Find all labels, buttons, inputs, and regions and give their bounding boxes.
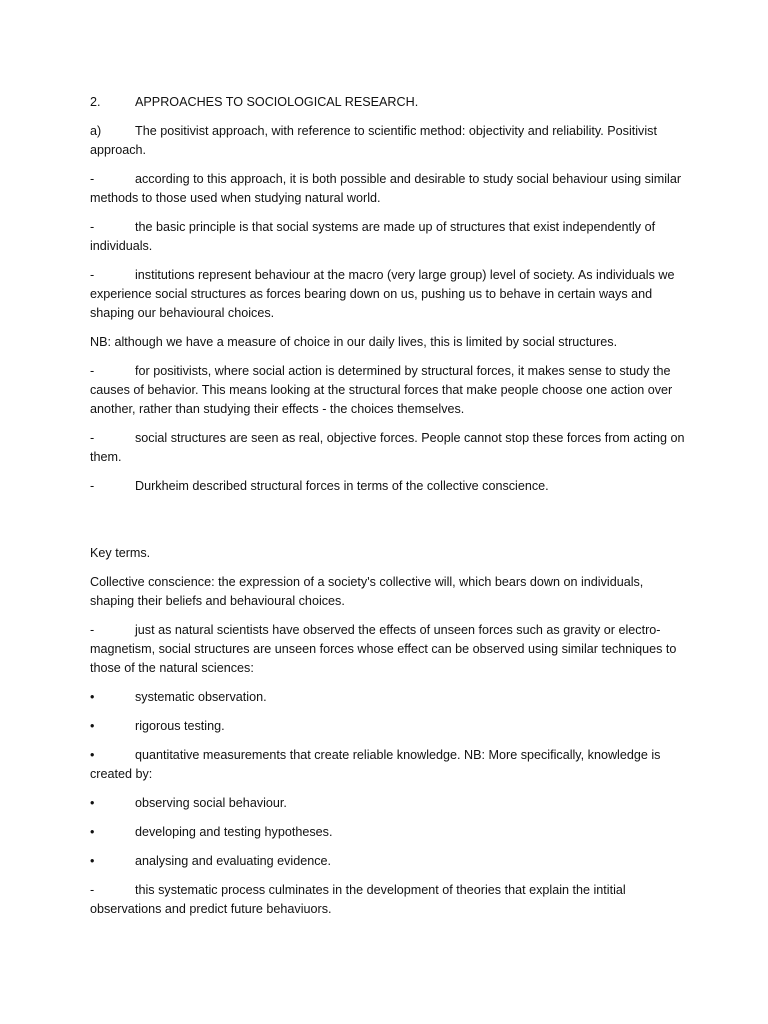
list-item-text: just as natural scientists have observed the effects of unseen forces such as gravity or electro-magnetism, social structures are unseen forces whose effect can be observed using similar techniques to those of the natural sciences: <box>90 623 677 675</box>
bullet-marker: • <box>90 748 95 762</box>
collective-conscience-definition: Collective conscience: the expression of a society's collective will, which bears down on individuals, shaping their beliefs and behavioural choices. <box>90 575 644 608</box>
document-page <box>90 93 690 929</box>
section-a-marker: a) <box>90 124 102 138</box>
dash-marker: - <box>90 431 95 445</box>
list-item <box>90 881 690 919</box>
bullet-marker: • <box>90 690 95 704</box>
list-item-text: according to this approach, it is both possible and desirable to study social behaviour using similar methods to those used when studying natural world. <box>90 172 682 205</box>
list-item <box>90 477 690 496</box>
key-terms-heading: Key terms. <box>90 546 151 560</box>
bullet-item <box>90 852 690 871</box>
bullet-text: analysing and evaluating evidence. <box>135 854 332 868</box>
list-item-text: social structures are seen as real, objective forces. People cannot stop these forces from acting on them. <box>90 431 685 464</box>
bullet-text: rigorous testing. <box>135 719 225 733</box>
list-item <box>90 429 690 467</box>
bullet-text: developing and testing hypotheses. <box>135 825 333 839</box>
nb-note: NB: although we have a measure of choice in our daily lives, this is limited by social structures. <box>90 335 618 349</box>
list-item <box>90 170 690 208</box>
heading-number: 2. <box>90 95 101 109</box>
bullet-item <box>90 688 690 707</box>
bullet-marker: • <box>90 825 95 839</box>
bullet-text: observing social behaviour. <box>135 796 287 810</box>
dash-marker: - <box>90 172 95 186</box>
section-a-text: The positivist approach, with reference to scientific method: objectivity and reliability. Positivist approach. <box>90 124 657 157</box>
bullet-item <box>90 746 690 784</box>
list-item <box>90 218 690 256</box>
list-item-text: for positivists, where social action is determined by structural forces, it makes sense to study the causes of behavior. This means looking at the structural forces that make people choose one action over another, rather than studying their effects - the choices themselves. <box>90 364 673 416</box>
bullet-item <box>90 823 690 842</box>
list-item-text: the basic principle is that social systems are made up of structures that exist independently of individuals. <box>90 220 656 253</box>
dash-marker: - <box>90 883 95 897</box>
bullet-text: systematic observation. <box>135 690 267 704</box>
section-a-paragraph <box>90 122 690 160</box>
list-item-text: this systematic process culminates in the development of theories that explain the intitial observations and predict future behaviuors. <box>90 883 626 916</box>
dash-marker: - <box>90 220 95 234</box>
list-item <box>90 362 690 419</box>
section-heading <box>90 93 690 112</box>
dash-marker: - <box>90 479 95 493</box>
bullet-item <box>90 794 690 813</box>
dash-marker: - <box>90 623 95 637</box>
bullet-item <box>90 717 690 736</box>
bullet-text: quantitative measurements that create reliable knowledge. NB: More specifically, knowledge is created by: <box>90 748 661 781</box>
list-item-text: institutions represent behaviour at the macro (very large group) level of society. As individuals we experience social structures as forces bearing down on us, pushing us to behave in certain ways and shaping our behavioural choices. <box>90 268 675 320</box>
spacer <box>90 506 690 544</box>
dash-marker: - <box>90 268 95 282</box>
bullet-marker: • <box>90 854 95 868</box>
list-item-text: Durkheim described structural forces in terms of the collective conscience. <box>135 479 549 493</box>
heading-text: APPROACHES TO SOCIOLOGICAL RESEARCH. <box>135 95 419 109</box>
list-item <box>90 266 690 323</box>
list-item <box>90 621 690 678</box>
bullet-marker: • <box>90 796 95 810</box>
dash-marker: - <box>90 364 95 378</box>
bullet-marker: • <box>90 719 95 733</box>
